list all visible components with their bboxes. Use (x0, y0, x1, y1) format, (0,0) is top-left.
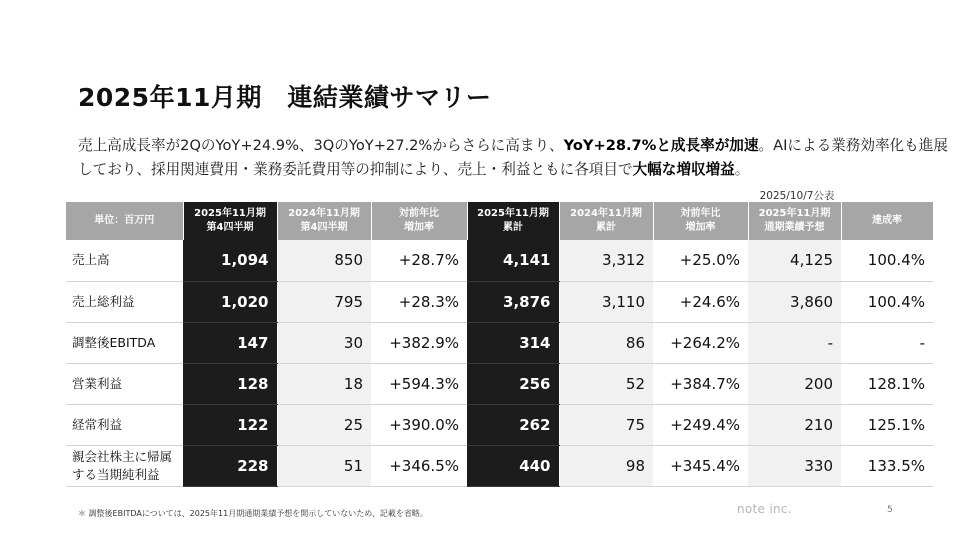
page-title: 2025年11月期 連結業績サマリー (78, 83, 492, 112)
summary-paragraph (78, 134, 958, 182)
cell-q4-yoy: +390.0% (371, 404, 467, 445)
cell-full-year-forecast: 210 (748, 404, 841, 445)
summary-highlight-growth: YoY+28.7%と成長率が加速 (563, 137, 759, 154)
table-row (66, 281, 933, 322)
cell-cumulative-yoy: +24.6% (653, 281, 748, 322)
cell-fy2024-cumulative: 98 (559, 445, 653, 486)
cell-cumulative-yoy: +345.4% (653, 445, 748, 486)
cell-fy2024-q4: 795 (277, 281, 371, 322)
cell-fy2024-q4: 51 (277, 445, 371, 486)
row-label-line-2: する当期純利益 (72, 466, 160, 482)
cell-q4-yoy: +28.3% (371, 281, 467, 322)
forecast-publish-date: 2025/10/7公表 (759, 190, 835, 202)
cell-q4-yoy: +28.7% (371, 240, 467, 281)
row-label (66, 404, 183, 445)
row-label (66, 322, 183, 363)
cell-fy2024-cumulative: 52 (559, 363, 653, 404)
cell-achievement-rate: 100.4% (841, 281, 933, 322)
results-summary-table (66, 202, 934, 487)
table-header-row (66, 202, 933, 240)
summary-text-1: 売上高成長率が2QのYoY+24.9%、3QのYoY+27.2%からさらに高まり、 (78, 137, 564, 154)
cell-fy2025-cumulative: 3,876 (467, 281, 559, 322)
row-label-line-1: 調整後EBITDA (72, 334, 156, 350)
row-label (66, 240, 183, 281)
cell-fy2025-q4: 147 (183, 322, 277, 363)
header-fy2025-cumulative: 2025年11月期 累計 (467, 202, 559, 240)
cell-achievement-rate: 128.1% (841, 363, 933, 404)
row-label-line-1: 営業利益 (72, 375, 123, 391)
header-full-year-forecast: 2025年11月期 通期業績予想 (748, 202, 841, 240)
cell-achievement-rate: 100.4% (841, 240, 933, 281)
cell-fy2025-cumulative: 256 (467, 363, 559, 404)
table-row (66, 322, 933, 363)
summary-highlight-increase: 大幅な増収増益 (632, 161, 735, 178)
summary-text-2: 。AIによる業務効率化も進展しており、採用関連費用・業務委託費用等の抑制により、売上・利益ともに各項目で (78, 137, 948, 178)
row-label-line-1: 経常利益 (72, 416, 123, 432)
cell-fy2025-q4: 122 (183, 404, 277, 445)
row-label-line-1: 売上高 (72, 252, 110, 268)
row-label-line-1: 売上総利益 (72, 293, 135, 309)
header-fy2025-q4: 2025年11月期 第4四半期 (183, 202, 277, 240)
cell-fy2024-cumulative: 86 (559, 322, 653, 363)
cell-fy2024-cumulative: 3,110 (559, 281, 653, 322)
footnote: ＊ 調整後EBITDAについては、2025年11月期通期業績予想を開示していないため、記載を省略。 (78, 509, 428, 518)
cell-cumulative-yoy: +384.7% (653, 363, 748, 404)
cell-full-year-forecast: 330 (748, 445, 841, 486)
page-number: 5 (887, 505, 893, 515)
cell-fy2025-q4: 228 (183, 445, 277, 486)
company-name: note inc. (737, 502, 792, 516)
header-cumulative-yoy: 対前年比 増加率 (653, 202, 748, 240)
row-label-line-1: 親会社株主に帰属 (72, 448, 173, 464)
row-label (66, 281, 183, 322)
cell-full-year-forecast: - (748, 322, 841, 363)
header-q4-yoy: 対前年比 増加率 (371, 202, 467, 240)
cell-fy2024-q4: 30 (277, 322, 371, 363)
cell-fy2024-q4: 25 (277, 404, 371, 445)
cell-fy2024-cumulative: 75 (559, 404, 653, 445)
summary-text-3: 。 (734, 161, 750, 178)
row-label (66, 445, 183, 486)
table-row (66, 404, 933, 445)
cell-achievement-rate: 125.1% (841, 404, 933, 445)
cell-cumulative-yoy: +264.2% (653, 322, 748, 363)
cell-q4-yoy: +346.5% (371, 445, 467, 486)
cell-fy2024-cumulative: 3,312 (559, 240, 653, 281)
cell-fy2024-q4: 18 (277, 363, 371, 404)
cell-full-year-forecast: 4,125 (748, 240, 841, 281)
table-row (66, 363, 933, 404)
cell-fy2025-cumulative: 4,141 (467, 240, 559, 281)
cell-full-year-forecast: 3,860 (748, 281, 841, 322)
cell-q4-yoy: +594.3% (371, 363, 467, 404)
cell-fy2025-cumulative: 314 (467, 322, 559, 363)
cell-cumulative-yoy: +249.4% (653, 404, 748, 445)
header-unit: 単位：百万円 (66, 202, 183, 240)
header-achievement-rate: 達成率 (841, 202, 933, 240)
cell-cumulative-yoy: +25.0% (653, 240, 748, 281)
row-label (66, 363, 183, 404)
cell-q4-yoy: +382.9% (371, 322, 467, 363)
cell-fy2024-q4: 850 (277, 240, 371, 281)
cell-fy2025-cumulative: 262 (467, 404, 559, 445)
cell-fy2025-q4: 128 (183, 363, 277, 404)
cell-full-year-forecast: 200 (748, 363, 841, 404)
header-fy2024-q4: 2024年11月期 第4四半期 (277, 202, 371, 240)
cell-fy2025-cumulative: 440 (467, 445, 559, 486)
cell-fy2025-q4: 1,020 (183, 281, 277, 322)
header-fy2024-cumulative: 2024年11月期 累計 (559, 202, 653, 240)
cell-achievement-rate: - (841, 322, 933, 363)
cell-fy2025-q4: 1,094 (183, 240, 277, 281)
cell-achievement-rate: 133.5% (841, 445, 933, 486)
table-row (66, 445, 933, 486)
table-row (66, 240, 933, 281)
